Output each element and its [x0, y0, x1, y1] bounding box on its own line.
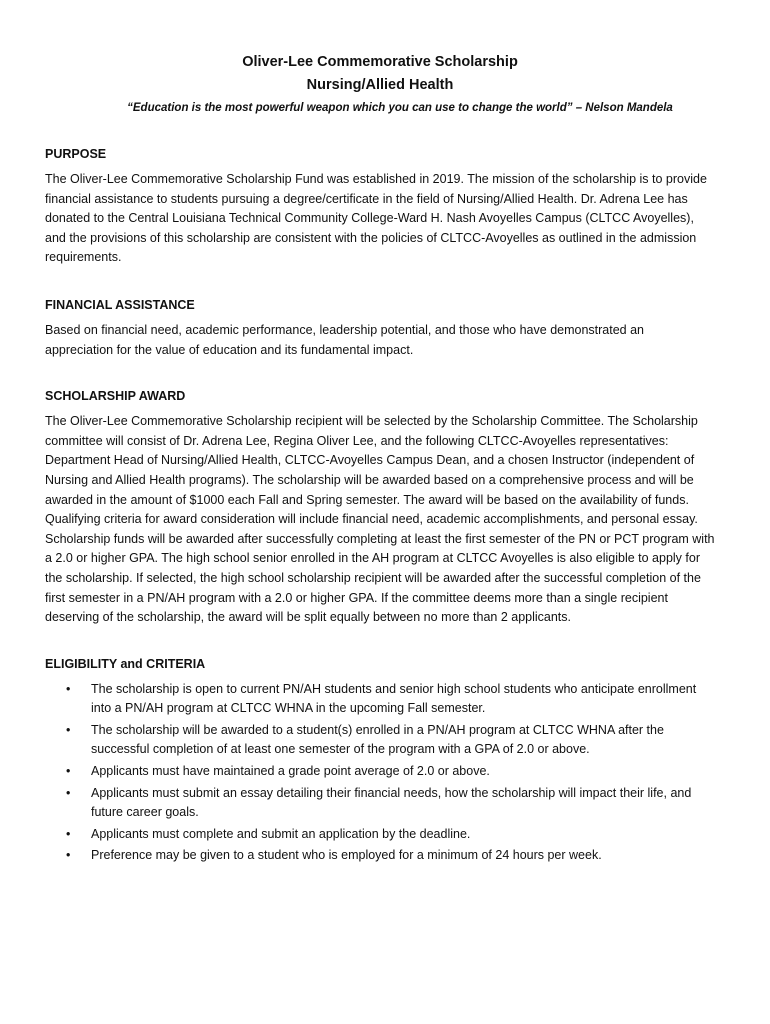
bullet-icon: •: [66, 785, 71, 800]
bullet-icon: •: [66, 826, 71, 841]
scholarship-award-section: [45, 389, 715, 628]
list-item-text: The scholarship will be awarded to a student(s) enrolled in a PN/AH program at CLTCC WHNA after the successful completion of at least one semester of the program with a GPA of 2.0 or above.: [91, 722, 664, 757]
document-title: Oliver-Lee Commemorative Scholarship: [242, 54, 518, 70]
mandela-quote: “Education is the most powerful weapon which you can use to change the world” – Nelson Mandela: [127, 102, 673, 114]
bullet-icon: •: [66, 848, 71, 863]
scholarship-award-heading: SCHOLARSHIP AWARD: [45, 389, 186, 404]
list-item: [45, 762, 715, 782]
purpose-section: [45, 147, 715, 268]
list-item: [45, 721, 715, 760]
list-item-text: Applicants must complete and submit an application by the deadline.: [91, 826, 471, 841]
list-item-text: Applicants must submit an essay detailing their financial needs, how the scholarship will impact their life, and future career goals.: [91, 785, 692, 820]
bullet-icon: •: [66, 722, 71, 737]
list-item: [45, 846, 715, 866]
purpose-heading: PURPOSE: [45, 147, 107, 161]
list-item-text: The scholarship is open to current PN/AH students and senior high school students who anticipate enrollment into a PN/AH program at CLTCC WHNA in the upcoming Fall semester.: [91, 681, 697, 716]
document-subtitle: Nursing/Allied Health: [306, 77, 454, 93]
list-item: [45, 784, 715, 823]
financial-assistance-section: [45, 298, 715, 360]
eligibility-list: [45, 680, 715, 866]
financial-assistance-text: Based on financial need, academic performance, leadership potential, and those who have demonstrated an appreciation for the value of education and its fundamental impact.: [45, 322, 644, 357]
bullet-icon: •: [66, 681, 71, 696]
list-item: [45, 680, 715, 719]
bullet-icon: •: [66, 764, 71, 779]
list-item: [45, 825, 715, 845]
scholarship-award-text: The Oliver-Lee Commemorative Scholarship recipient will be selected by the Scholarship Committee. The Scholarship committee will consist of Dr. Adrena Lee, Regina Oliver Lee, and the following CLTCC-Avoyelles representatives: Department Head of Nursing/Allied Health, CLTCC-Avoyelles Campus Dean, and a chosen Instructor (independent of Nursing and Allied Health programs). The scholarship will be awarded based on a comprehensive process and will be awarded in the amount of $1000 each Fall and Spring semester. The award will be based on the availability of funds. Qualifying criteria for award consideration will include financial need, academic accomplishments, and personal essay. Scholarship funds will be awarded after successfully completing at least the first semester of the PN or PCT program with a 2.0 or higher GPA. The high school senior enrolled in the AH program at CLTCC Avoyelles is also eligible to apply for the scholarship. If selected, the high school scholarship recipient will be awarded after the successful completion of the first semester in a PN/AH program with a 2.0 or higher GPA. If the committee deems more than a single recipient deserving of the scholarship, the award will be split equally between no more than 2 applicants.: [45, 414, 715, 625]
list-item-text: Applicants must have maintained a grade point average of 2.0 or above.: [91, 764, 490, 779]
purpose-text: The Oliver-Lee Commemorative Scholarship Fund was established in 2019. The mission of the scholarship is to provide financial assistance to students pursuing a degree/certificate in the field of Nursing/Allied Health. Dr. Adrena Lee has donated to the Central Louisiana Technical Community College-Ward H. Nash Avoyelles Campus (CLTCC Avoyelles), and the provisions of this scholarship are consistent with the policies of CLTCC-Avoyelles as outlined in the admission requirements.: [45, 172, 707, 265]
eligibility-section: [45, 657, 715, 866]
list-item-text: Preference may be given to a student who is employed for a minimum of 24 hours per week.: [91, 848, 602, 863]
financial-assistance-heading: FINANCIAL ASSISTANCE: [45, 297, 195, 312]
eligibility-heading: ELIGIBILITY and CRITERIA: [45, 656, 206, 671]
